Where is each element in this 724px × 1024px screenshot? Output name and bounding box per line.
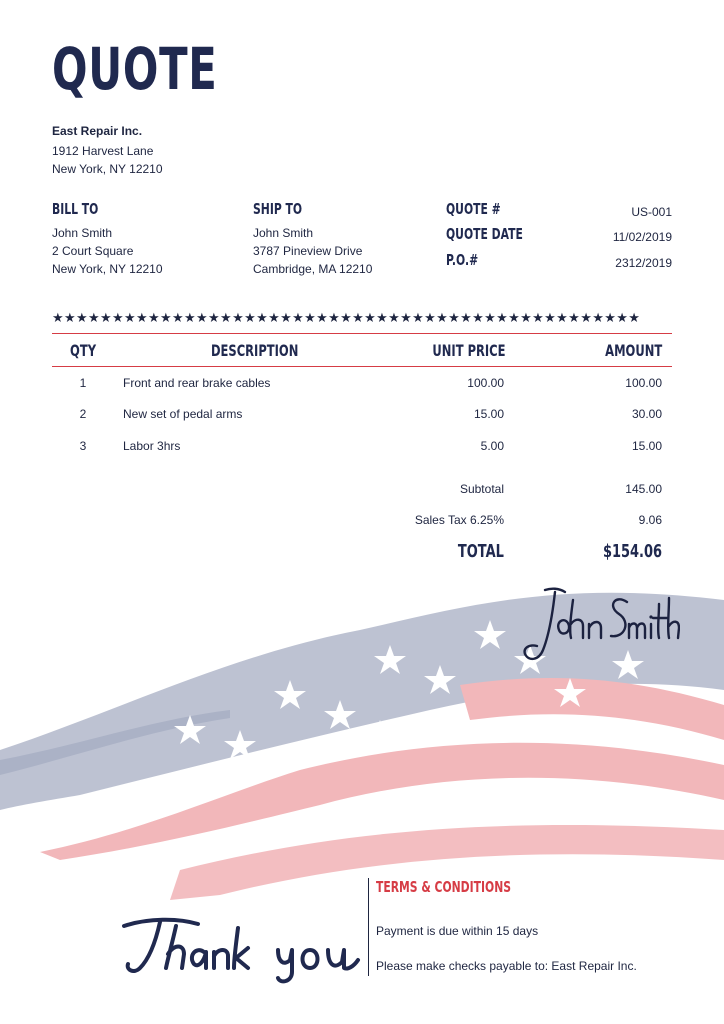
ship-to-address-line2: Cambridge, MA 12210 <box>253 262 373 276</box>
thank-you-image <box>118 910 368 985</box>
table-row <box>0 374 724 392</box>
company-address-line1: 1912 Harvest Lane <box>52 144 154 158</box>
sales-tax-label: Sales Tax 6.25% <box>414 513 504 527</box>
column-header-amount: AMOUNT <box>604 341 662 360</box>
total-value-cell <box>540 541 662 562</box>
ship-to-address-line1: 3787 Pineview Drive <box>253 244 363 258</box>
bill-to-heading: BILL TO <box>52 200 99 218</box>
column-header-qty: QTY <box>69 341 96 360</box>
row-unit-price: 5.00 <box>480 439 504 453</box>
column-header-amount-cell <box>560 341 662 361</box>
star-divider: ★★★★★★★★★★★★★★★★★★★★★★★★★★★★★★★★★★★★★★★★★★★★★★★★★ <box>52 310 641 325</box>
ship-to-heading: SHIP TO <box>253 200 303 218</box>
table-row <box>0 405 724 423</box>
quote-number-value: US-001 <box>631 205 672 219</box>
po-number-label: P.O.# <box>446 251 479 269</box>
sales-tax-value: 9.06 <box>638 513 662 527</box>
company-name: East Repair Inc. <box>52 124 143 138</box>
column-header-description-cell <box>155 341 355 361</box>
terms-divider <box>368 878 369 976</box>
row-description: Labor 3hrs <box>123 439 181 453</box>
terms-line-2: Please make checks payable to: East Repair Inc. <box>376 959 637 973</box>
document-title: QUOTE <box>52 35 218 103</box>
quote-date-value: 11/02/2019 <box>612 230 672 244</box>
column-header-qty-cell <box>62 341 104 361</box>
total-value: $154.06 <box>602 541 662 562</box>
signature-image <box>515 580 680 670</box>
bill-to-address-line1: 2 Court Square <box>52 244 134 258</box>
subtotal-label: Subtotal <box>459 482 504 496</box>
company-address-line2: New York, NY 12210 <box>52 162 163 176</box>
row-qty: 3 <box>79 439 87 453</box>
quote-date-label: QUOTE DATE <box>446 225 523 243</box>
bill-to-name: John Smith <box>52 226 113 240</box>
row-description: Front and rear brake cables <box>123 376 271 390</box>
column-header-unit-price-cell <box>404 341 504 361</box>
bill-to-address-line2: New York, NY 12210 <box>52 262 163 276</box>
row-amount: 100.00 <box>625 376 662 390</box>
row-qty: 2 <box>79 407 87 421</box>
flag-red-stripe-1 <box>460 678 724 740</box>
subtotal-value: 145.00 <box>625 482 662 496</box>
terms-line-1: Payment is due within 15 days <box>376 924 539 938</box>
po-number-value: 2312/2019 <box>615 256 672 270</box>
row-amount: 30.00 <box>631 407 662 421</box>
row-qty: 1 <box>79 376 87 390</box>
column-header-description: DESCRIPTION <box>211 341 299 360</box>
column-header-unit-price: UNIT PRICE <box>432 341 506 360</box>
row-unit-price: 15.00 <box>473 407 504 421</box>
total-label-cell <box>404 541 504 562</box>
ship-to-name: John Smith <box>253 226 314 240</box>
row-description: New set of pedal arms <box>123 407 243 421</box>
table-top-rule <box>52 333 672 334</box>
row-amount: 15.00 <box>631 439 662 453</box>
total-label: TOTAL <box>458 541 504 562</box>
row-unit-price: 100.00 <box>467 376 504 390</box>
table-row <box>0 437 724 455</box>
table-header-rule <box>52 366 672 367</box>
terms-heading: TERMS & CONDITIONS <box>376 878 512 896</box>
quote-number-label: QUOTE # <box>446 200 501 218</box>
